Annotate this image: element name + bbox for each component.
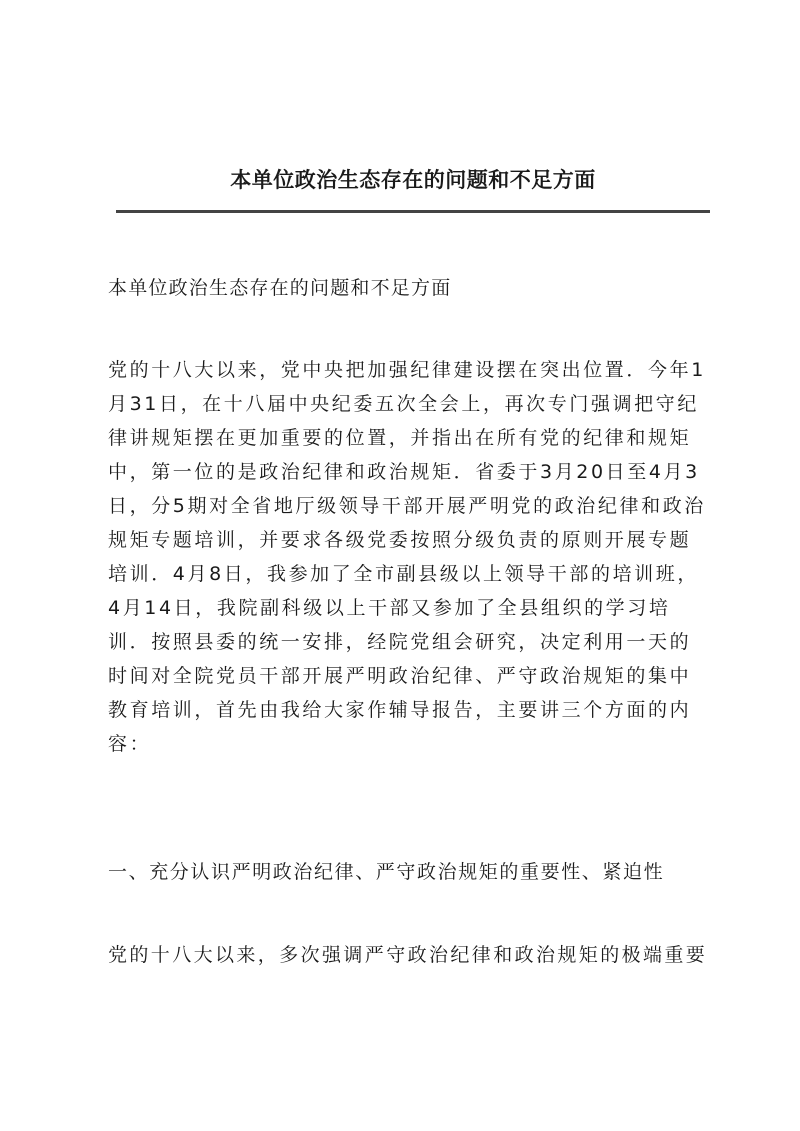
paragraph-section-1: 党的十八大以来，多次强调严守政治纪律和政治规矩的极端重要 bbox=[108, 944, 708, 966]
document-subtitle: 本单位政治生态存在的问题和不足方面 bbox=[108, 277, 452, 299]
document-title: 本单位政治生态存在的问题和不足方面 bbox=[230, 167, 596, 192]
title-divider bbox=[116, 210, 710, 213]
section-heading-1: 一、充分认识严明政治纪律、严守政治规矩的重要性、紧迫性 bbox=[108, 861, 665, 883]
paragraph-intro: 党的十八大以来，党中央把加强纪律建设摆在突出位置．今年1月31日，在十八届中央纪委五次全会上，再次专门强调把守纪律讲规矩摆在更加重要的位置，并指出在所有党的纪律和规矩中，第一位的是政治纪律和政治规矩．省委于3月20日至4月3日，分5期对全省地厅级领导干部开展严明党的政治纪律和政治规矩专题培训，并要求各级党委按照分级负责的原则开展专题培训．4月8日，我参加了全市副县级以上领导干部的培训班，4月14日，我院副科级以上干部又参加了全县组织的学习培训．按照县委的统一安排，经院党组会研究，决定利用一天的时间对全院党员干部开展严明政治纪律、严守政治规矩的集中教育培训，首先由我给大家作辅导报告，主要讲三个方面的内容： bbox=[108, 359, 706, 755]
